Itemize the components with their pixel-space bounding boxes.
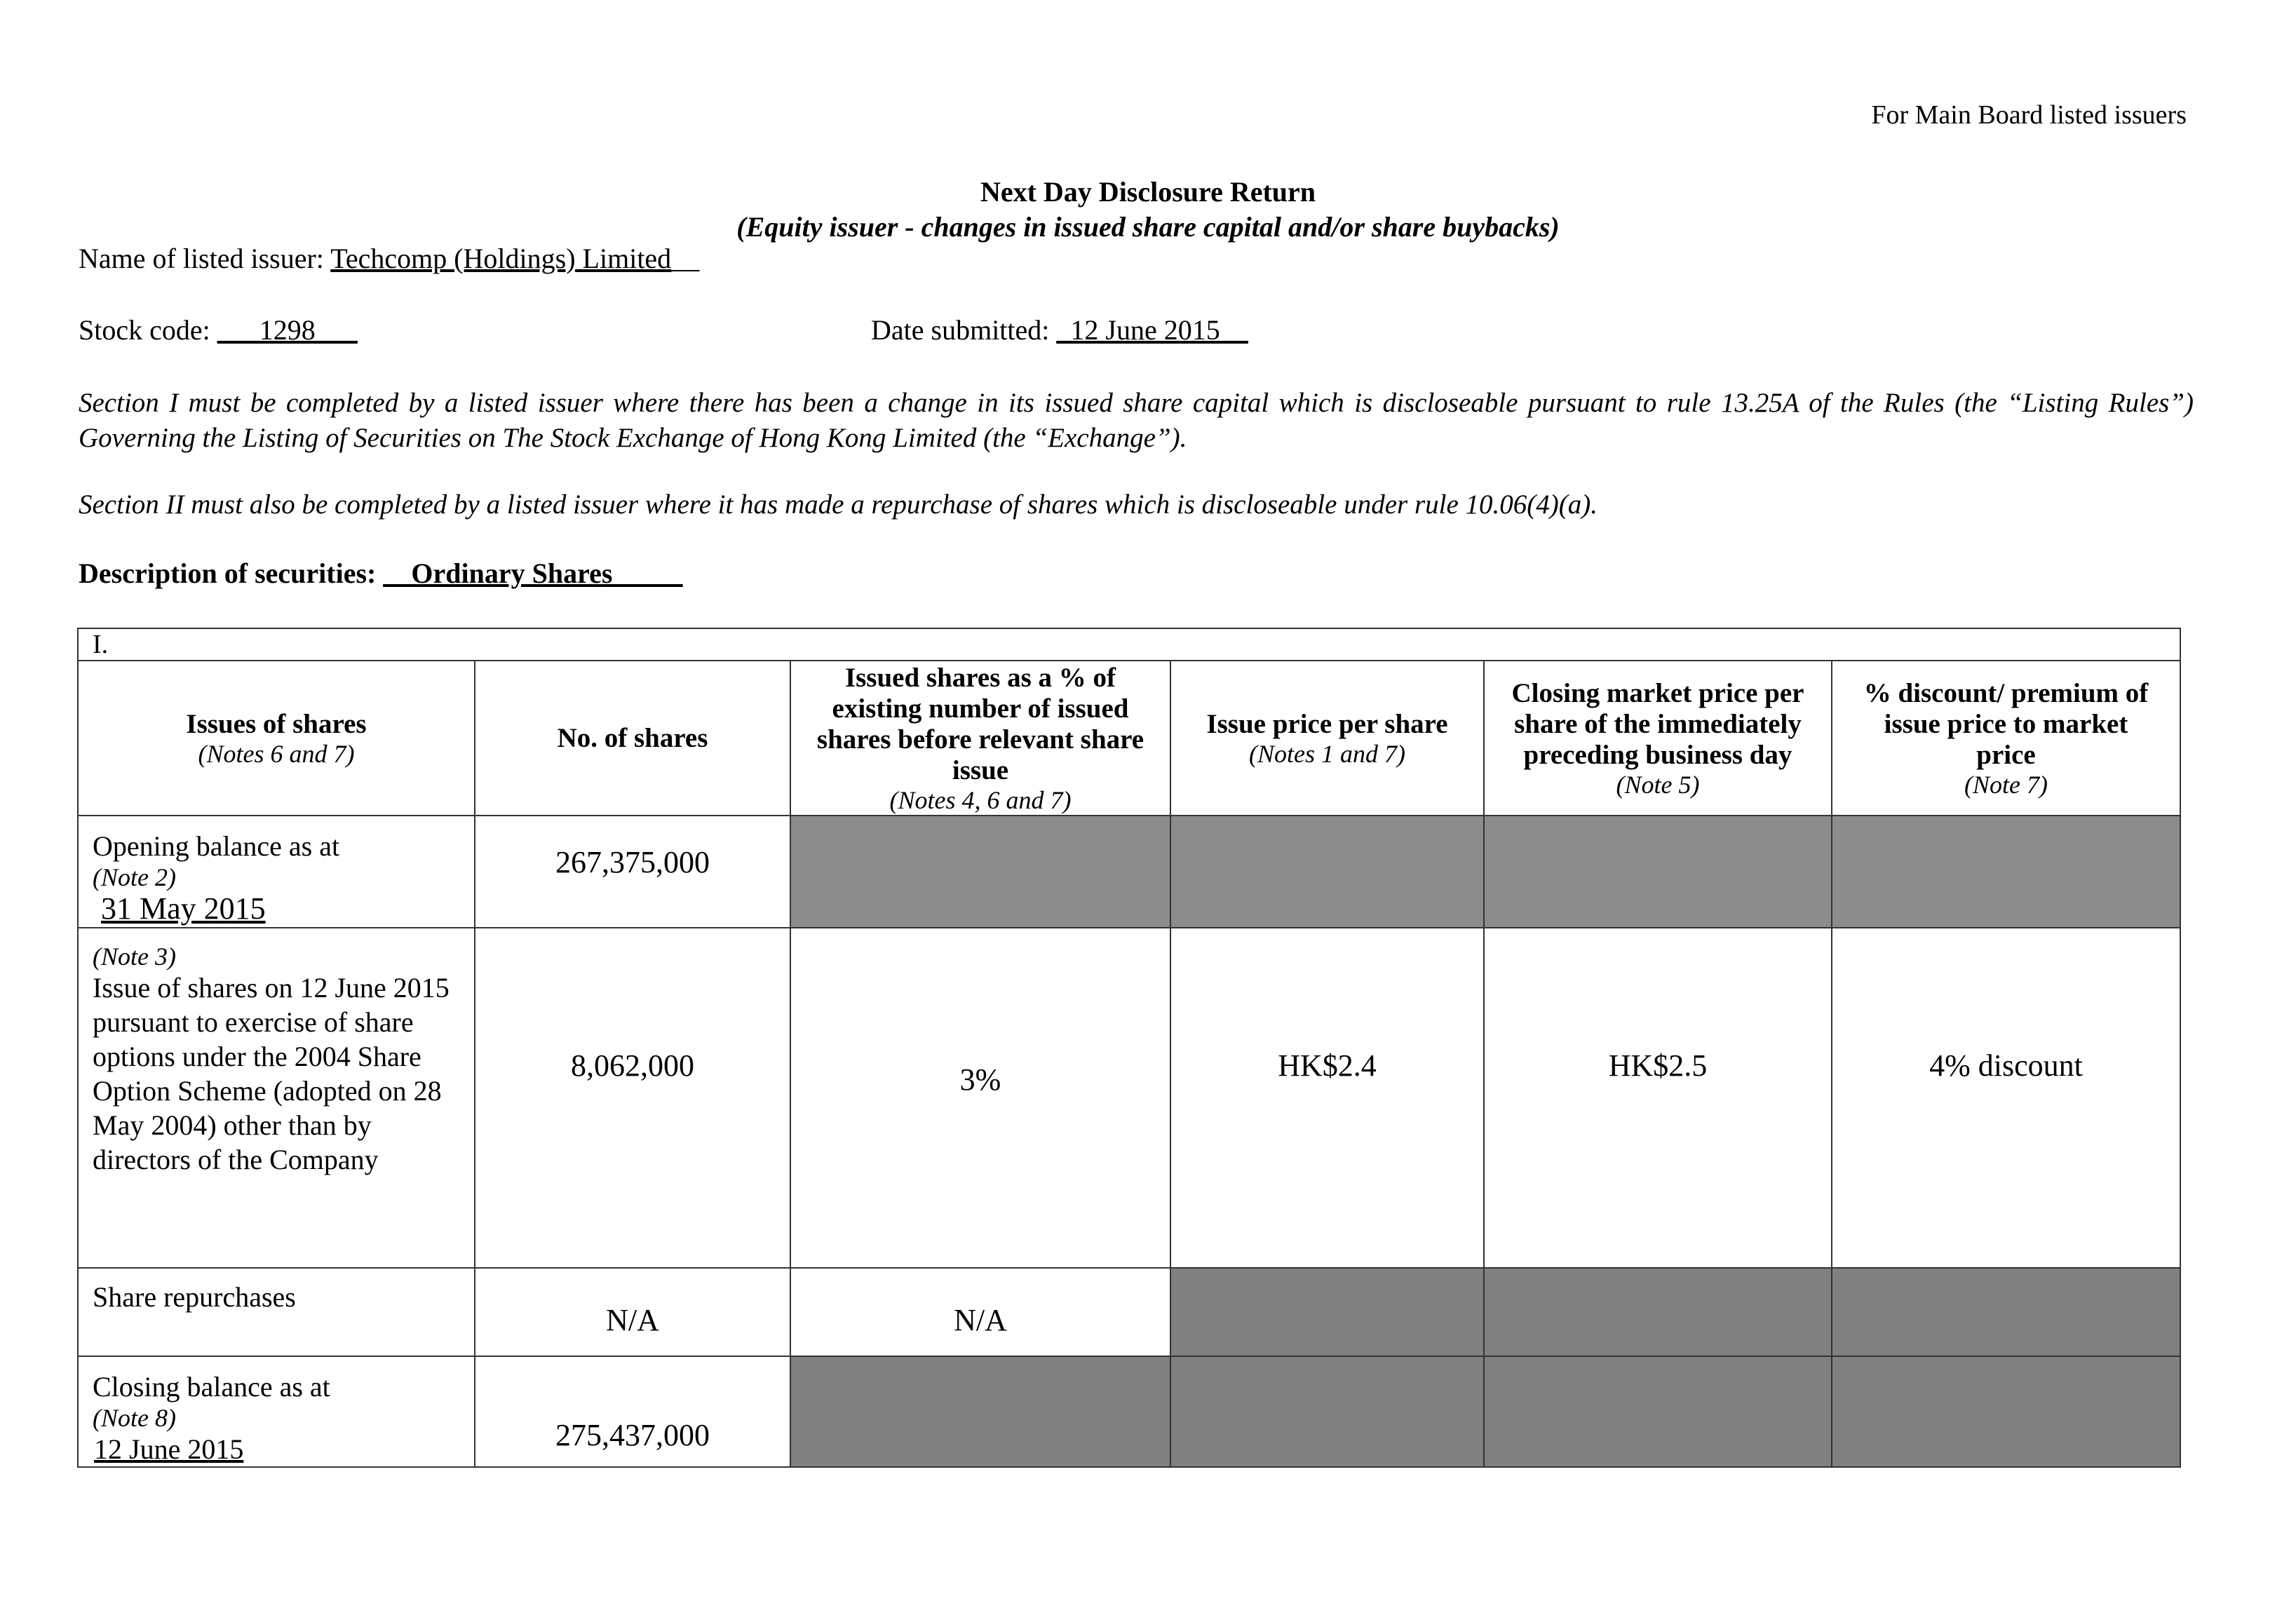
closing-balance-date: 12 June 2015 [94, 1433, 244, 1465]
header-issues-of-shares: Issues of shares (Notes 6 and 7) [78, 661, 475, 816]
section-row [78, 628, 2180, 661]
shaded-cell [1170, 1268, 1484, 1356]
shaded-cell [1484, 1356, 1832, 1467]
shaded-cell [1484, 816, 1832, 928]
issue-shares: 8,062,000 [475, 928, 790, 1268]
shaded-cell [790, 816, 1170, 928]
date-submitted-value: _12 June 2015__ [1056, 314, 1248, 346]
stock-code-label: Stock code: [79, 314, 217, 346]
shaded-cell [1484, 1268, 1832, 1356]
repurchase-percent: N/A [790, 1268, 1170, 1356]
share-capital-table [77, 628, 2181, 1468]
header-closing-market-price: Closing market price per share of the immediately preceding business day (Note 5) [1484, 661, 1832, 816]
date-submitted-label: Date submitted: [871, 314, 1057, 346]
section-one-instruction: Section I must be completed by a listed issuer where there has been a change in its issued share capital which is discloseable pursuant to rule 13.25A of the Rules (the “Listing Rules”) Governing the Listing of Securities on The Stock Exchange of Hong Kong Limited (the “Exchange”). [79, 388, 2194, 453]
issuer-name-line [79, 242, 699, 275]
closing-market-price: HK$2.5 [1484, 928, 1832, 1268]
closing-balance-row [78, 1356, 2180, 1467]
section-two-instruction: Section II must also be completed by a listed issuer where it has made a repurchase of shares which is discloseable under rule 10.06(4)(a). [79, 489, 1598, 520]
closing-balance-label: Closing balance as at (Note 8) 12 June 2015 [78, 1356, 475, 1467]
issue-of-shares-row [78, 928, 2180, 1268]
share-repurchases-label: Share repurchases [78, 1268, 475, 1356]
issuer-name-trail: __ [671, 243, 700, 274]
securities-description [79, 557, 682, 590]
shaded-cell [1832, 1356, 2180, 1467]
issuer-name-label: Name of listed issuer: [79, 243, 331, 274]
page-subtitle: (Equity issuer - changes in issued share capital and/or share buybacks) [736, 211, 1560, 243]
shaded-cell [1832, 1268, 2180, 1356]
shaded-cell [1832, 816, 2180, 928]
date-submitted-line [871, 313, 1248, 346]
opening-balance-row [78, 816, 2180, 928]
closing-balance-shares: 275,437,000 [475, 1356, 790, 1467]
discount-value: 4% discount [1832, 928, 2180, 1268]
share-repurchases-row [78, 1268, 2180, 1356]
page-title: Next Day Disclosure Return [980, 176, 1316, 208]
board-note: For Main Board listed issuers [1871, 100, 2187, 130]
repurchase-shares: N/A [475, 1268, 790, 1356]
shaded-cell [1170, 816, 1484, 928]
header-issue-price: Issue price per share (Notes 1 and 7) [1170, 661, 1484, 816]
section-label: I. [78, 628, 2180, 661]
issue-description: (Note 3) Issue of shares on 12 June 2015 pursuant to exercise of share options under the 2004 Share Option Scheme (adopted on 28 May 2004) other than by directors of the Company [78, 928, 475, 1268]
securities-label: Description of securities: [79, 557, 384, 589]
opening-balance-shares: 267,375,000 [475, 816, 790, 928]
opening-balance-label: Opening balance as at (Note 2) 31 May 2015 [78, 816, 475, 928]
header-no-of-shares: No. of shares [475, 661, 790, 816]
shaded-cell [790, 1356, 1170, 1467]
issue-percent: 3% [790, 928, 1170, 1268]
header-issued-percent: Issued shares as a % of existing number of issued shares before relevant share issue (Notes 4, 6 and 7) [790, 661, 1170, 816]
shaded-cell [1170, 1356, 1484, 1467]
securities-value: __Ordinary Shares_____ [383, 557, 683, 589]
opening-balance-date: 31 May 2015 [101, 891, 266, 926]
issuer-name-value: Techcomp (Holdings) Limited [330, 243, 672, 274]
header-row [78, 661, 2180, 816]
stock-code-value: ___1298___ [217, 314, 358, 346]
issue-price: HK$2.4 [1170, 928, 1484, 1268]
header-discount-premium: % discount/ premium of issue price to market price (Note 7) [1832, 661, 2180, 816]
stock-code-line [79, 313, 358, 346]
